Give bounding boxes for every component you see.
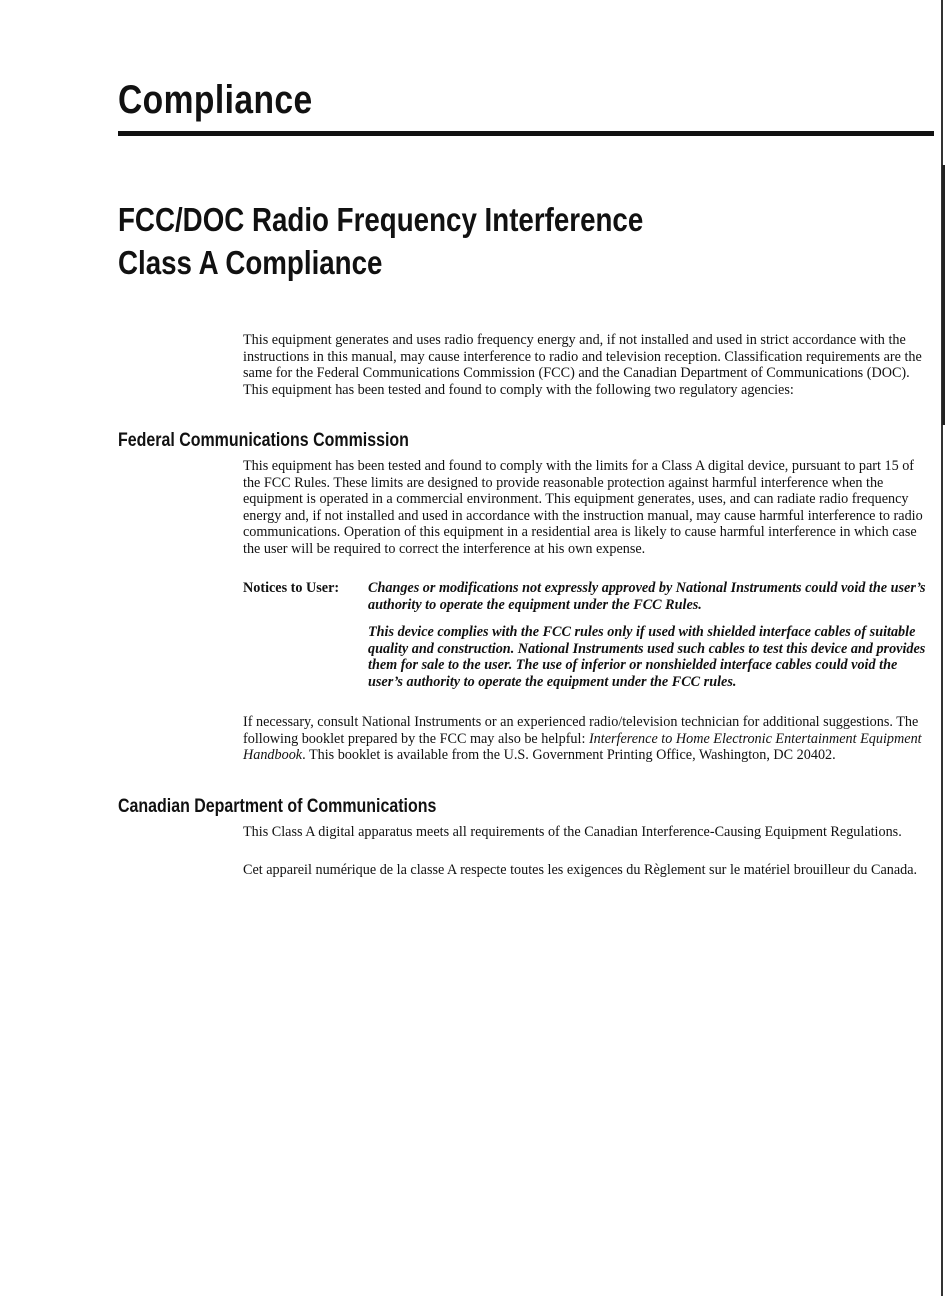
notice-2: This device complies with the FCC rules only if used with shielded interface cables of suitable quality and construction. National Instruments used such cables to test this device and provides them for sale to the user. The use of inferior or nonshielded interface cables could void the user’s authority to operate the equipment under the FCC rules. bbox=[368, 624, 926, 690]
consult-text-before: If necessary, consult National Instruments or an experienced radio/television technician for additional suggestions. The following booklet prepared by the FCC may also be helpful: bbox=[243, 714, 919, 747]
page-edge-bar bbox=[942, 165, 945, 425]
page-title: Compliance bbox=[118, 78, 313, 122]
fcc-heading: Federal Communications Commission bbox=[118, 430, 409, 451]
title-rule bbox=[118, 131, 934, 136]
doc-french-paragraph: Cet appareil numérique de la classe A respecte toutes les exigences du Règlement sur le matériel brouilleur du Canada. bbox=[243, 862, 918, 878]
booklet-title: Interference to Home Electronic Entertainment Equipment Handbook bbox=[243, 730, 922, 764]
section-title bbox=[118, 198, 643, 284]
fcc-body-paragraph: This equipment has been tested and found to comply with the limits for a Class A digital device, pursuant to part 15 of the FCC Rules. These limits are designed to provide reasonable protection against harmful interference when the equipment is operated in a commercial environment. This equipment generates, uses, and can radiate radio frequency energy and, if not installed and used in accordance with the instruction manual, may cause harmful interference to radio communications. Operation of this equipment in a residential area is likely to cause harmful interference in which case the user will be required to correct the interference at his own expense. bbox=[243, 458, 923, 557]
intro-paragraph: This equipment generates and uses radio frequency energy and, if not installed and used in strict accordance with the instructions in this manual, may cause interference to radio and television reception. Classification requirements are the same for the Federal Communications Commission (FCC) and the Canadian Department of Communications (DOC). This equipment has been tested and found to comply with the following two regulatory agencies: bbox=[243, 332, 922, 398]
doc-english-paragraph: This Class A digital apparatus meets all requirements of the Canadian Interference-Causing Equipment Regulations. bbox=[243, 824, 902, 840]
consult-paragraph bbox=[243, 714, 933, 764]
notice-1: Changes or modifications not expressly approved by National Instruments could void the user’s authority to operate the equipment under the FCC Rules. bbox=[368, 580, 926, 613]
doc-heading: Canadian Department of Communications bbox=[118, 796, 437, 817]
consult-text-after: . This booklet is available from the U.S. Government Printing Office, Washington, DC 20402. bbox=[302, 747, 836, 764]
section-title-line-1: FCC/DOC Radio Frequency Interference bbox=[118, 201, 644, 238]
section-title-line-2: Class A Compliance bbox=[118, 244, 383, 281]
notices-label: Notices to User: bbox=[243, 580, 340, 596]
